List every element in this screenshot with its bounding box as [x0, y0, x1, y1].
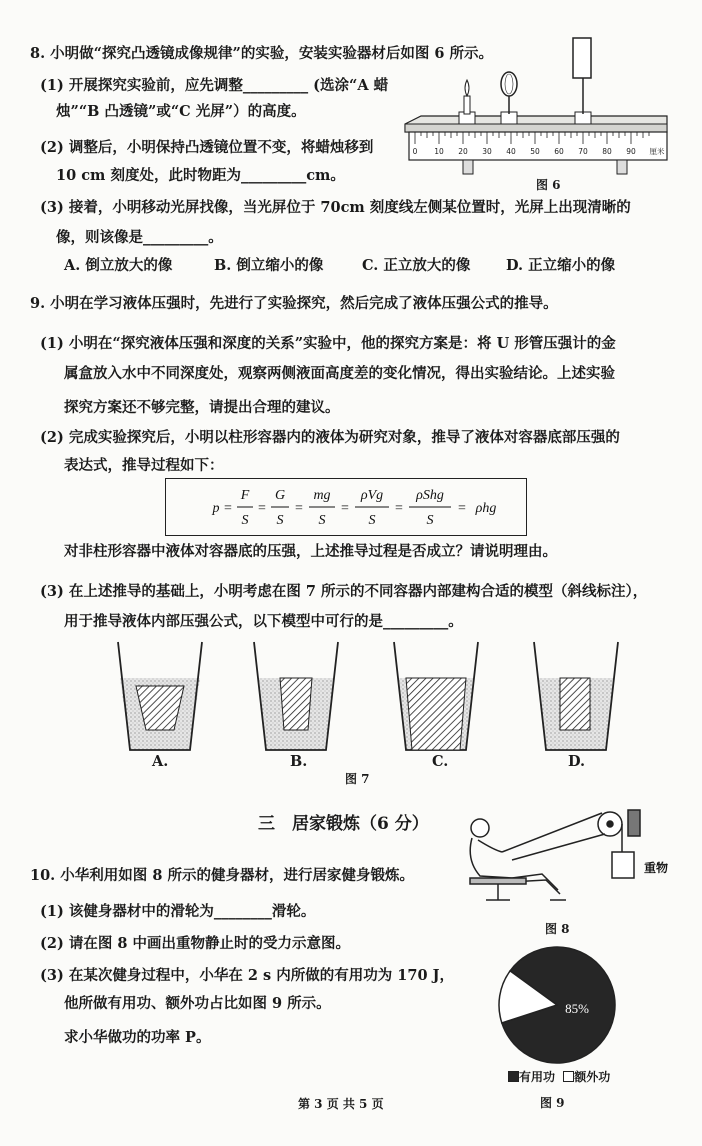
q8-part1-line1: (1) 开展探究实验前，应先调整_________ (选涂“A 蜡 — [40, 77, 389, 94]
legend-swatch-useful — [508, 1071, 519, 1082]
q10-part3-line1: (3) 在某次健身过程中，小华在 2 s 内所做的有用功为 170 J， — [40, 967, 454, 984]
formula-num-rhoShg: ρShg — [416, 488, 444, 503]
formula-num-F: F — [240, 488, 250, 503]
formula-den-1: S — [241, 513, 249, 528]
weight-label: 重物 — [644, 861, 669, 875]
figure-7-label-d: D. — [568, 753, 586, 770]
q9-part3-line1: (3) 在上述推导的基础上，小明考虑在图 7 所示的不同容器内部建构合适的模型（斜线标注）， — [40, 583, 648, 600]
q9-part1-line3: 探究方案还不够完整，请提出合理的建议。 — [64, 399, 340, 416]
legend-label-extra: 额外功 — [574, 1070, 611, 1084]
q10-part1: (1) 该健身器材中的滑轮为________滑轮。 — [40, 903, 316, 920]
tick-label-20: 20 — [458, 147, 468, 156]
figure-7-label-b: B. — [290, 753, 308, 770]
q8-option-b: B. 倒立缩小的像 — [214, 257, 324, 274]
figure-8-fitness-machine — [450, 800, 680, 910]
figure-7-containers — [110, 640, 670, 760]
candle-icon — [464, 80, 470, 114]
q10-part2: (2) 请在图 8 中画出重物静止时的受力示意图。 — [40, 935, 351, 952]
container-d — [534, 642, 618, 750]
figure-6-optical-bench — [405, 36, 675, 186]
formula-result: ρhg — [475, 501, 497, 516]
q8-part3-line1: (3) 接着，小明移动光屏找像，当光屏位于 70cm 刻度线左侧某位置时，光屏上出现清晰的 — [40, 199, 631, 216]
formula-den-4: S — [368, 513, 376, 528]
q9-part3-line2: 用于推导液体内部压强公式，以下模型中可行的是_________。 — [64, 613, 463, 630]
q9-stem: 9. 小明在学习液体压强时，先进行了实验探究，然后完成了液体压强公式的推导。 — [30, 295, 558, 312]
pie-label-useful-work: 85% — [565, 1001, 589, 1017]
tick-label-60: 60 — [554, 147, 564, 156]
formula-num-mg: mg — [313, 488, 331, 503]
figure-9-legend — [508, 1068, 610, 1085]
q9-part2-line1: (2) 完成实验探究后，小明以柱形容器内的液体为研究对象，推导了液体对容器底部压强的 — [40, 429, 620, 446]
weight-block — [612, 852, 634, 878]
q8-option-d: D. 正立缩小的像 — [506, 257, 616, 274]
pressure-derivation-formula — [165, 478, 527, 536]
section-title: 三 居家锻炼（6 分） — [258, 814, 429, 834]
figure-9-caption: 图 9 — [540, 1096, 565, 1110]
formula-eq6: = — [458, 501, 466, 516]
figure-6-caption: 图 6 — [536, 178, 561, 192]
q8-option-a: A. 倒立放大的像 — [64, 257, 173, 274]
q10-part3-line2: 他所做有用功、额外功占比如图 9 所示。 — [64, 995, 331, 1012]
tick-label-90: 90 — [626, 147, 636, 156]
tick-label-30: 30 — [482, 147, 492, 156]
figure-7-label-c: C. — [432, 753, 449, 770]
formula-eq2: = — [258, 501, 266, 516]
figure-7-label-a: A. — [152, 753, 169, 770]
figure-8-caption: 图 8 — [545, 922, 570, 936]
tick-label-50: 50 — [530, 147, 540, 156]
q10-stem: 10. 小华利用如图 8 所示的健身器材，进行居家健身锻炼。 — [30, 867, 414, 884]
legend-swatch-extra — [563, 1071, 574, 1082]
formula-den-2: S — [276, 513, 284, 528]
tick-label-10: 10 — [434, 147, 444, 156]
q9-part1-line2: 属盒放入水中不同深度处，观察两侧液面高度差的变化情况，得出实验结论。上述实验 — [64, 365, 615, 382]
container-b — [254, 642, 338, 750]
tick-label-40: 40 — [506, 147, 516, 156]
container-c — [394, 642, 478, 750]
tick-label-70: 70 — [578, 147, 588, 156]
convex-lens-icon — [501, 72, 517, 114]
figure-7-caption: 图 7 — [345, 772, 370, 786]
q8-option-c: C. 正立放大的像 — [362, 257, 471, 274]
q9-part2-line3: 对非柱形容器中液体对容器底的压强，上述推导过程是否成立？请说明理由。 — [64, 543, 557, 560]
formula-eq1: = — [224, 501, 232, 516]
bench-unit: 厘米 — [649, 147, 665, 156]
figure-9-pie-chart — [492, 940, 622, 1070]
light-screen-icon — [573, 38, 591, 114]
formula-eq5: = — [395, 501, 403, 516]
tick-label-80: 80 — [602, 147, 612, 156]
formula-num-G: G — [274, 488, 286, 503]
q10-part3-line3: 求小华做功的功率 P。 — [64, 1029, 211, 1046]
legend-label-useful: 有用功 — [519, 1070, 556, 1084]
formula-num-rhoVg: ρVg — [360, 488, 384, 503]
q8-part1-line2: 烛”“B 凸透镜”或“C 光屏”）的高度。 — [56, 103, 306, 120]
formula-den-5: S — [426, 513, 434, 528]
tick-label-0: 0 — [412, 147, 418, 156]
container-a — [118, 642, 202, 750]
formula-eq3: = — [295, 501, 303, 516]
q9-part1-line1: (1) 小明在“探究液体压强和深度的关系”实验中，他的探究方案是：将 U 形管压强计的金 — [40, 335, 616, 352]
q8-part3-line2: 像，则该像是_________。 — [56, 229, 223, 246]
q9-part2-line2: 表达式，推导过程如下： — [64, 457, 224, 474]
q8-part2-line2: 10 cm 刻度处，此时物距为_________cm。 — [56, 167, 345, 184]
q8-part2-line1: (2) 调整后，小明保持凸透镜位置不变，将蜡烛移到 — [40, 139, 374, 156]
formula-den-3: S — [318, 513, 326, 528]
q8-stem: 8. 小明做“探究凸透镜成像规律”的实验，安装实验器材后如图 6 所示。 — [30, 45, 494, 62]
page-footer: 第 3 页 共 5 页 — [298, 1097, 384, 1111]
formula-p: p — [212, 501, 220, 516]
formula-eq4: = — [341, 501, 349, 516]
